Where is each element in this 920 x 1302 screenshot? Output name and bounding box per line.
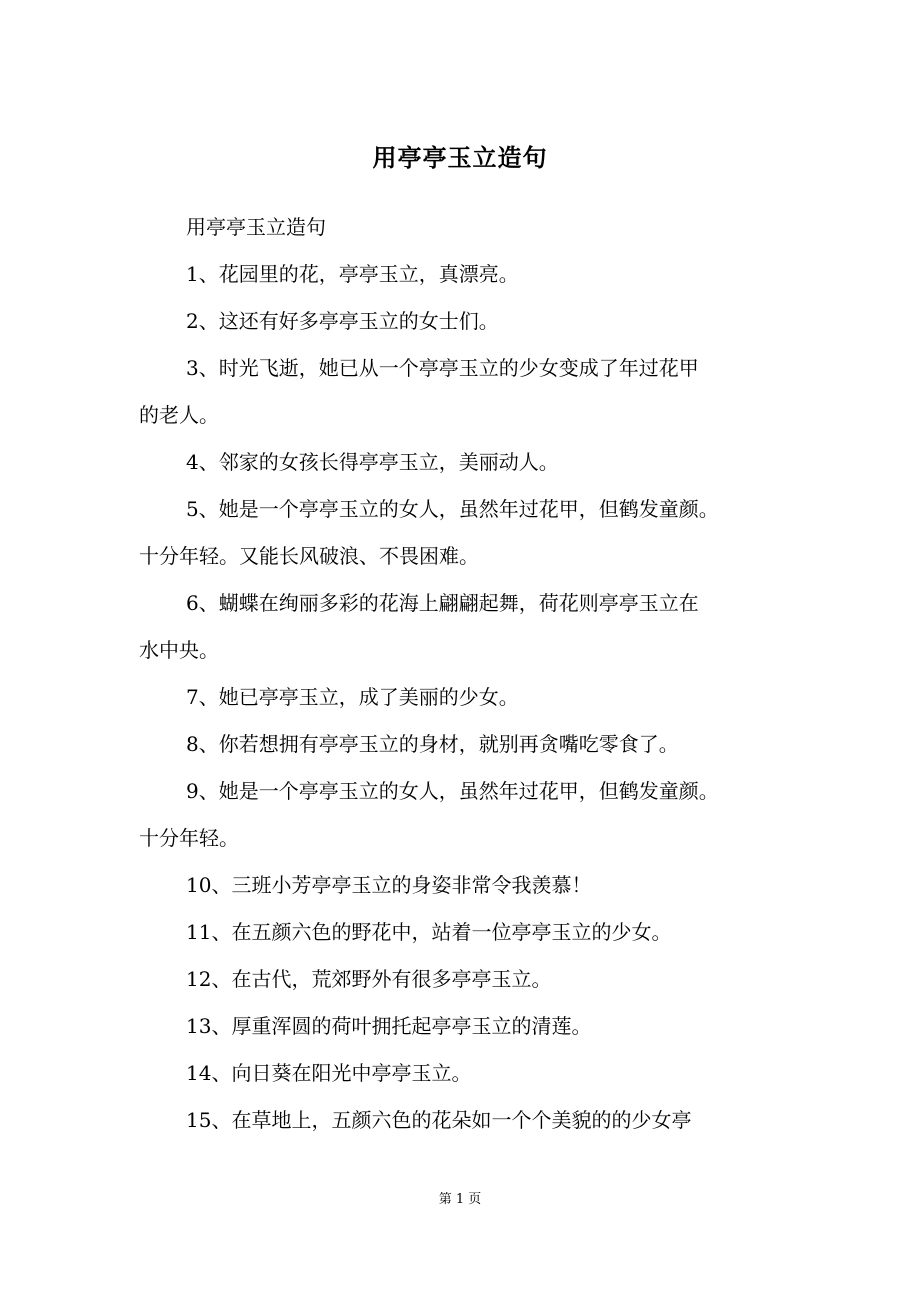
paragraph <box>139 721 794 768</box>
paragraph-line: 2、这还有好多亭亭玉立的女士们。 <box>186 309 499 333</box>
paragraph-line: 1、花园里的花，亭亭玉立，真漂亮。 <box>186 262 519 286</box>
paragraph-line: 8、你若想拥有亭亭玉立的身材，就别再贪嘴吃零食了。 <box>186 732 679 756</box>
paragraph <box>139 1050 794 1097</box>
paragraph <box>139 768 794 862</box>
paragraph <box>139 204 794 251</box>
paragraph <box>139 862 794 909</box>
paragraph-line: 14、向日葵在阳光中亭亭玉立。 <box>186 1061 472 1085</box>
paragraph <box>139 674 794 721</box>
paragraph <box>139 486 794 580</box>
paragraph <box>139 345 794 439</box>
paragraph-line: 12、在古代，荒郊野外有很多亭亭玉立。 <box>186 967 552 991</box>
paragraph-line: 的老人。 <box>139 403 219 427</box>
paragraph-line: 水中央。 <box>139 638 219 662</box>
paragraph-line: 6、蝴蝶在绚丽多彩的花海上翩翩起舞，荷花则亭亭玉立在 <box>186 591 699 615</box>
paragraph <box>139 1097 794 1144</box>
paragraph <box>139 956 794 1003</box>
paragraph-line: 10、三班小芳亭亭玉立的身姿非常令我羡慕！ <box>186 873 592 897</box>
paragraph-line: 7、她已亭亭玉立，成了美丽的少女。 <box>186 685 519 709</box>
document-body <box>139 204 794 1144</box>
paragraph-line: 15、在草地上，五颜六色的花朵如一个个美貌的的少女亭 <box>186 1108 692 1132</box>
paragraph <box>139 298 794 345</box>
paragraph-line: 11、在五颜六色的野花中，站着一位亭亭玉立的少女。 <box>186 920 672 944</box>
page-number: 第 1 页 <box>438 1192 482 1207</box>
paragraph <box>139 580 794 674</box>
paragraph-line: 十分年轻。 <box>139 826 239 850</box>
paragraph-line: 13、厚重浑圆的荷叶拥托起亭亭玉立的清莲。 <box>186 1014 592 1038</box>
paragraph-line: 9、她是一个亭亭玉立的女人，虽然年过花甲，但鹤发童颜。 <box>186 779 719 803</box>
paragraph-line: 4、邻家的女孩长得亭亭玉立，美丽动人。 <box>186 450 559 474</box>
paragraph <box>139 439 794 486</box>
document-title: 用亭亭玉立造句 <box>372 144 548 172</box>
paragraph <box>139 1003 794 1050</box>
paragraph-line: 5、她是一个亭亭玉立的女人，虽然年过花甲，但鹤发童颜。 <box>186 497 719 521</box>
paragraph-line: 用亭亭玉立造句 <box>186 215 326 239</box>
paragraph <box>139 909 794 956</box>
paragraph <box>139 251 794 298</box>
paragraph-line: 十分年轻。又能长风破浪、不畏困难。 <box>139 544 479 568</box>
paragraph-line: 3、时光飞逝，她已从一个亭亭玉立的少女变成了年过花甲 <box>186 356 699 380</box>
